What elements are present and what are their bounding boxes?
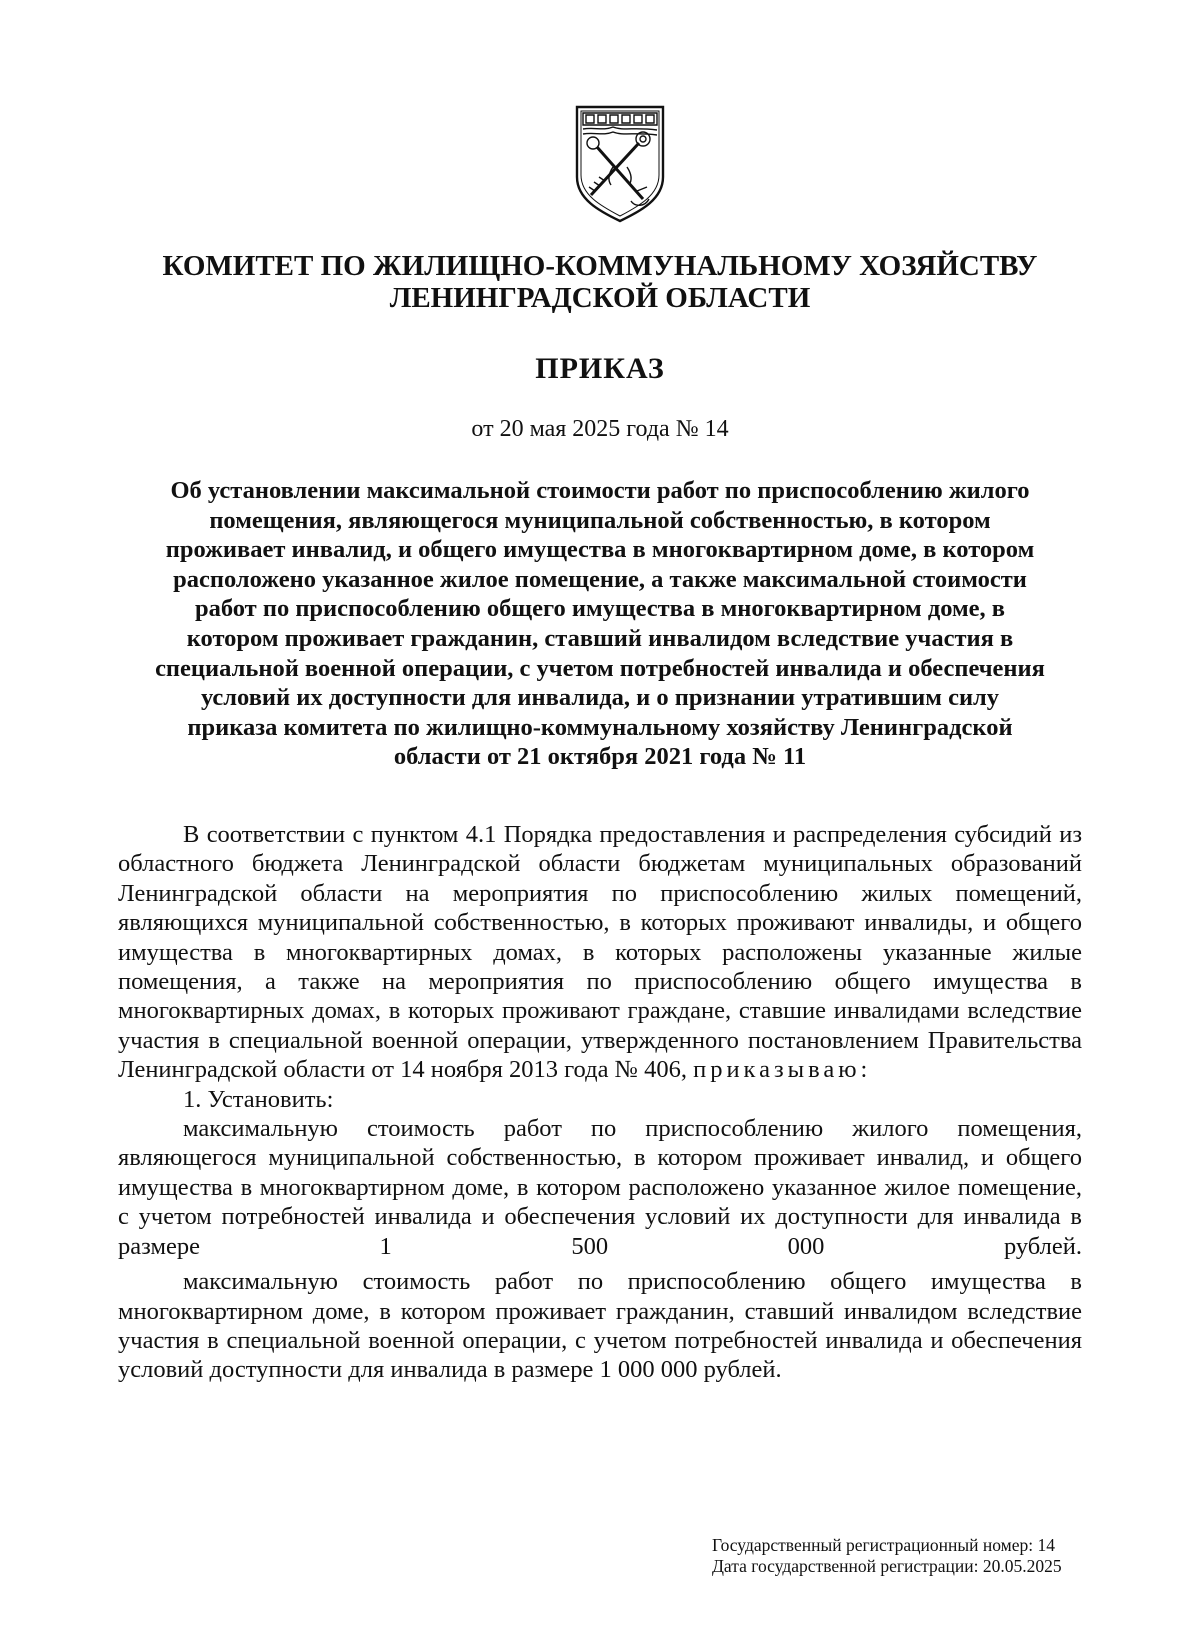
subject-line: Об установлении максимальной стоимости работ по приспособлению жилого (170, 477, 1030, 504)
subject-line: котором проживает гражданин, ставший инвалидом вследствие участия в (186, 624, 1014, 652)
leningrad-oblast-coat-of-arms-icon (573, 103, 667, 225)
subject-line: работ по приспособлению общего имущества в многоквартирном доме, в (194, 595, 1006, 623)
committee-line-1: КОМИТЕТ ПО ЖИЛИЩНО-КОММУНАЛЬНОМУ ХОЗЯЙСТВУ (162, 250, 1038, 282)
document-type: ПРИКАЗ (535, 352, 665, 385)
subject-line: помещения, являющегося муниципальной собственностью, в котором (209, 506, 991, 534)
committee-name (0, 250, 1200, 314)
committee-line-2: ЛЕНИНГРАДСКОЙ ОБЛАСТИ (389, 282, 811, 314)
subject-line: области от 21 октября 2021 года № 11 (393, 743, 807, 771)
registration-info (712, 1535, 1132, 1577)
order-word: приказываю: (693, 1056, 872, 1084)
preamble-text: В соответствии с пунктом 4.1 Порядка предоставления и распределения субсидий из областного бюджета Ленинградской области бюджетам муниципальных образований Ленинградской области на мероприятия по приспособлению жилых помещений, являющихся муниципальной собственностью, в которых проживают инвалиды, и общего имущества в многоквартирных домах, в которых расположены указанные жилые помещения, а также на мероприятия по приспособлению общего имущества в многоквартирных домах, в которых проживают граждане, ставшие инвалидами вследствие участия в специальной военной операции, утвержденного постановлением Правительства Ленинградской области от 14 ноября 2013 года № 406, (118, 821, 1082, 1084)
registration-date: Дата государственной регистрации: 20.05.2025 (712, 1556, 1062, 1576)
subject-line: проживает инвалид, и общего имущества в многоквартирном доме, в котором (165, 536, 1035, 564)
subject-line: приказа комитета по жилищно-коммунальному хозяйству Ленинградской (187, 713, 1013, 741)
document-body (118, 820, 1082, 1385)
registration-number: Государственный регистрационный номер: 14 (712, 1535, 1055, 1555)
item-1-heading: 1. Установить: (183, 1085, 334, 1113)
document-subject (118, 476, 1082, 772)
preamble-paragraph (118, 820, 1082, 1085)
subject-line: расположено указанное жилое помещение, а также максимальной стоимости (173, 565, 1027, 593)
subject-line: специальной военной операции, с учетом потребностей инвалида и обеспечения (155, 654, 1045, 682)
item-1-paragraph-a: максимальную стоимость работ по приспособлению жилого помещения, являющегося муниципальной собственностью, в котором проживает инвалид, и общего имущества в многоквартирном доме, в котором расположено указанное жилое помещение, с учетом потребностей инвалида и обеспечения условий их доступности для инвалида в размере 1 500 000 рублей. (118, 1115, 1082, 1260)
subject-line: условий их доступности для инвалида, и о признании утратившим силу (200, 684, 1000, 712)
item-1-paragraph-b: максимальную стоимость работ по приспособлению общего имущества в многоквартирном доме, в котором проживает гражданин, ставший инвалидом вследствие участия в специальной военной операции, с учетом потребностей инвалида и обеспечения условий доступности для инвалида в размере 1 000 000 рублей. (118, 1268, 1082, 1384)
document-date: от 20 мая 2025 года № 14 (471, 416, 729, 442)
